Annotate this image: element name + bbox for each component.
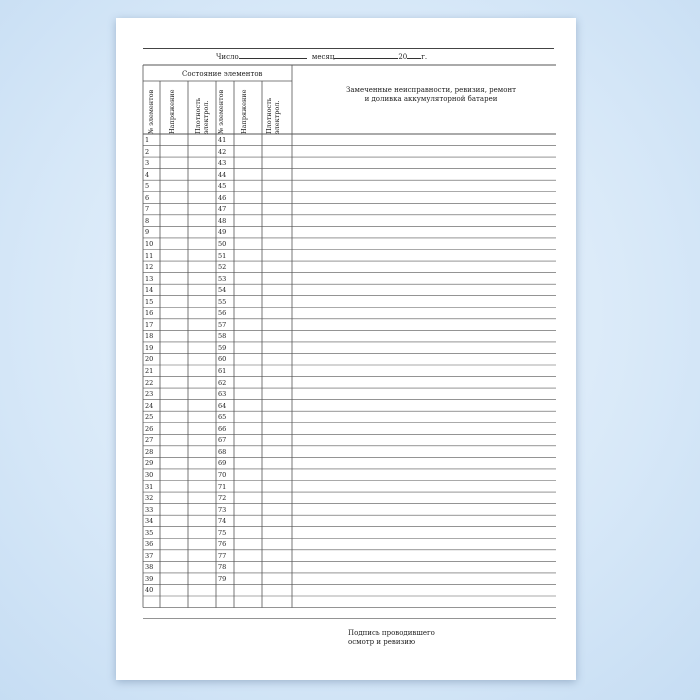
remarks-line-2: и доливка аккумуляторной батареи	[364, 95, 498, 103]
row-number-left: 32	[145, 494, 154, 503]
row-number-left: 13	[145, 274, 154, 283]
row-number-left: 6	[145, 193, 150, 202]
row-number-right: 57	[218, 320, 227, 329]
row-number-right: 71	[218, 482, 227, 491]
row-number-right: 60	[218, 355, 227, 364]
row-number-right: 47	[218, 205, 227, 214]
row-number-left: 2	[145, 147, 150, 156]
row-number-right: 63	[218, 390, 227, 399]
journal-table-grid	[116, 18, 576, 680]
row-number-left: 12	[145, 263, 154, 272]
row-number-right: 52	[218, 263, 227, 272]
row-number-right: 46	[218, 193, 227, 202]
row-number-right: 76	[218, 540, 227, 549]
row-number-left: 27	[145, 436, 154, 445]
row-number-right: 73	[218, 505, 227, 514]
row-number-right: 72	[218, 494, 227, 503]
row-number-right: 58	[218, 332, 227, 341]
row-number-right: 48	[218, 216, 227, 225]
row-number-right: 78	[218, 563, 227, 572]
row-number-left: 19	[145, 343, 154, 352]
row-number-left: 4	[145, 170, 150, 179]
row-number-left: 16	[145, 309, 154, 318]
row-number-right: 56	[218, 309, 227, 318]
group-title: Состояние элементов	[182, 70, 263, 78]
row-number-right: 65	[218, 413, 227, 422]
row-number-right: 67	[218, 436, 227, 445]
col-header-voltage-right: Напряжение	[240, 89, 248, 134]
row-number-right: 50	[218, 239, 227, 248]
col-header-density-left: Плотность электрол.	[194, 97, 210, 134]
row-number-left: 22	[145, 378, 154, 387]
year-suffix: г.	[421, 53, 428, 61]
row-number-left: 7	[145, 205, 150, 214]
row-number-left: 24	[145, 401, 154, 410]
row-number-right: 45	[218, 182, 227, 191]
row-number-left: 5	[145, 182, 150, 191]
row-number-left: 39	[145, 574, 154, 583]
row-number-left: 35	[145, 528, 154, 537]
row-number-right: 74	[218, 517, 227, 526]
row-number-left: 1	[145, 136, 150, 144]
row-number-left: 8	[145, 216, 150, 225]
row-number-left: 26	[145, 424, 154, 433]
row-number-right: 51	[218, 251, 227, 260]
row-number-left: 15	[145, 297, 154, 306]
row-number-left: 10	[145, 239, 154, 248]
journal-page	[116, 18, 576, 680]
row-number-left: 20	[145, 355, 154, 364]
row-number-left: 11	[145, 251, 154, 260]
row-number-right: 59	[218, 343, 227, 352]
remarks-header	[296, 86, 566, 104]
row-number-left: 28	[145, 447, 154, 456]
row-number-left: 34	[145, 517, 154, 526]
col-header-voltage-left: Напряжение	[168, 89, 176, 134]
row-number-right: 69	[218, 459, 227, 468]
row-number-right: 75	[218, 528, 227, 537]
row-number-left: 29	[145, 459, 154, 468]
row-number-right: 44	[218, 170, 227, 179]
row-number-left: 14	[145, 286, 154, 295]
row-number-right: 42	[218, 147, 227, 156]
row-number-left: 36	[145, 540, 154, 549]
row-number-right: 41	[218, 136, 227, 144]
row-number-right: 70	[218, 470, 227, 479]
row-number-left: 31	[145, 482, 154, 491]
row-number-left: 21	[145, 367, 154, 375]
row-number-right: 79	[218, 574, 227, 583]
row-number-left: 18	[145, 332, 154, 341]
row-number-left: 23	[145, 390, 154, 399]
month-label: месяц	[311, 53, 335, 61]
col-header-density-right: Плотность электрол.	[265, 97, 281, 134]
row-number-right: 68	[218, 447, 227, 456]
col-header-element-no-left: № элементов	[147, 89, 155, 134]
year-prefix: 20	[398, 53, 408, 61]
remarks-line-1: Замеченные неисправности, ревизия, ремонт	[345, 86, 516, 94]
row-number-left: 38	[145, 563, 154, 572]
row-number-right: 66	[218, 424, 227, 433]
row-number-left: 17	[145, 320, 154, 329]
row-number-left: 25	[145, 413, 154, 422]
row-number-right: 54	[218, 286, 227, 295]
day-label: Число	[216, 53, 239, 61]
col-header-element-no-right: № элементов	[217, 89, 225, 134]
row-number-right: 53	[218, 274, 227, 283]
row-number-right: 62	[218, 378, 227, 387]
row-number-right: 43	[218, 159, 227, 168]
signature-line-1: Подпись проводившего	[348, 629, 435, 637]
row-number-right: 77	[218, 551, 227, 560]
signature-line-2: осмотр и ревизию	[348, 638, 416, 646]
row-number-left: 3	[145, 159, 150, 168]
row-number-left: 30	[145, 470, 154, 479]
signature-caption	[348, 629, 435, 647]
row-number-left: 33	[145, 505, 154, 514]
row-number-left: 40	[145, 586, 154, 595]
row-number-right: 55	[218, 297, 227, 306]
row-number-right: 49	[218, 228, 227, 237]
row-number-left: 9	[145, 228, 150, 237]
row-number-left: 37	[145, 551, 154, 560]
row-number-right: 64	[218, 401, 227, 410]
row-number-right: 61	[218, 367, 227, 375]
